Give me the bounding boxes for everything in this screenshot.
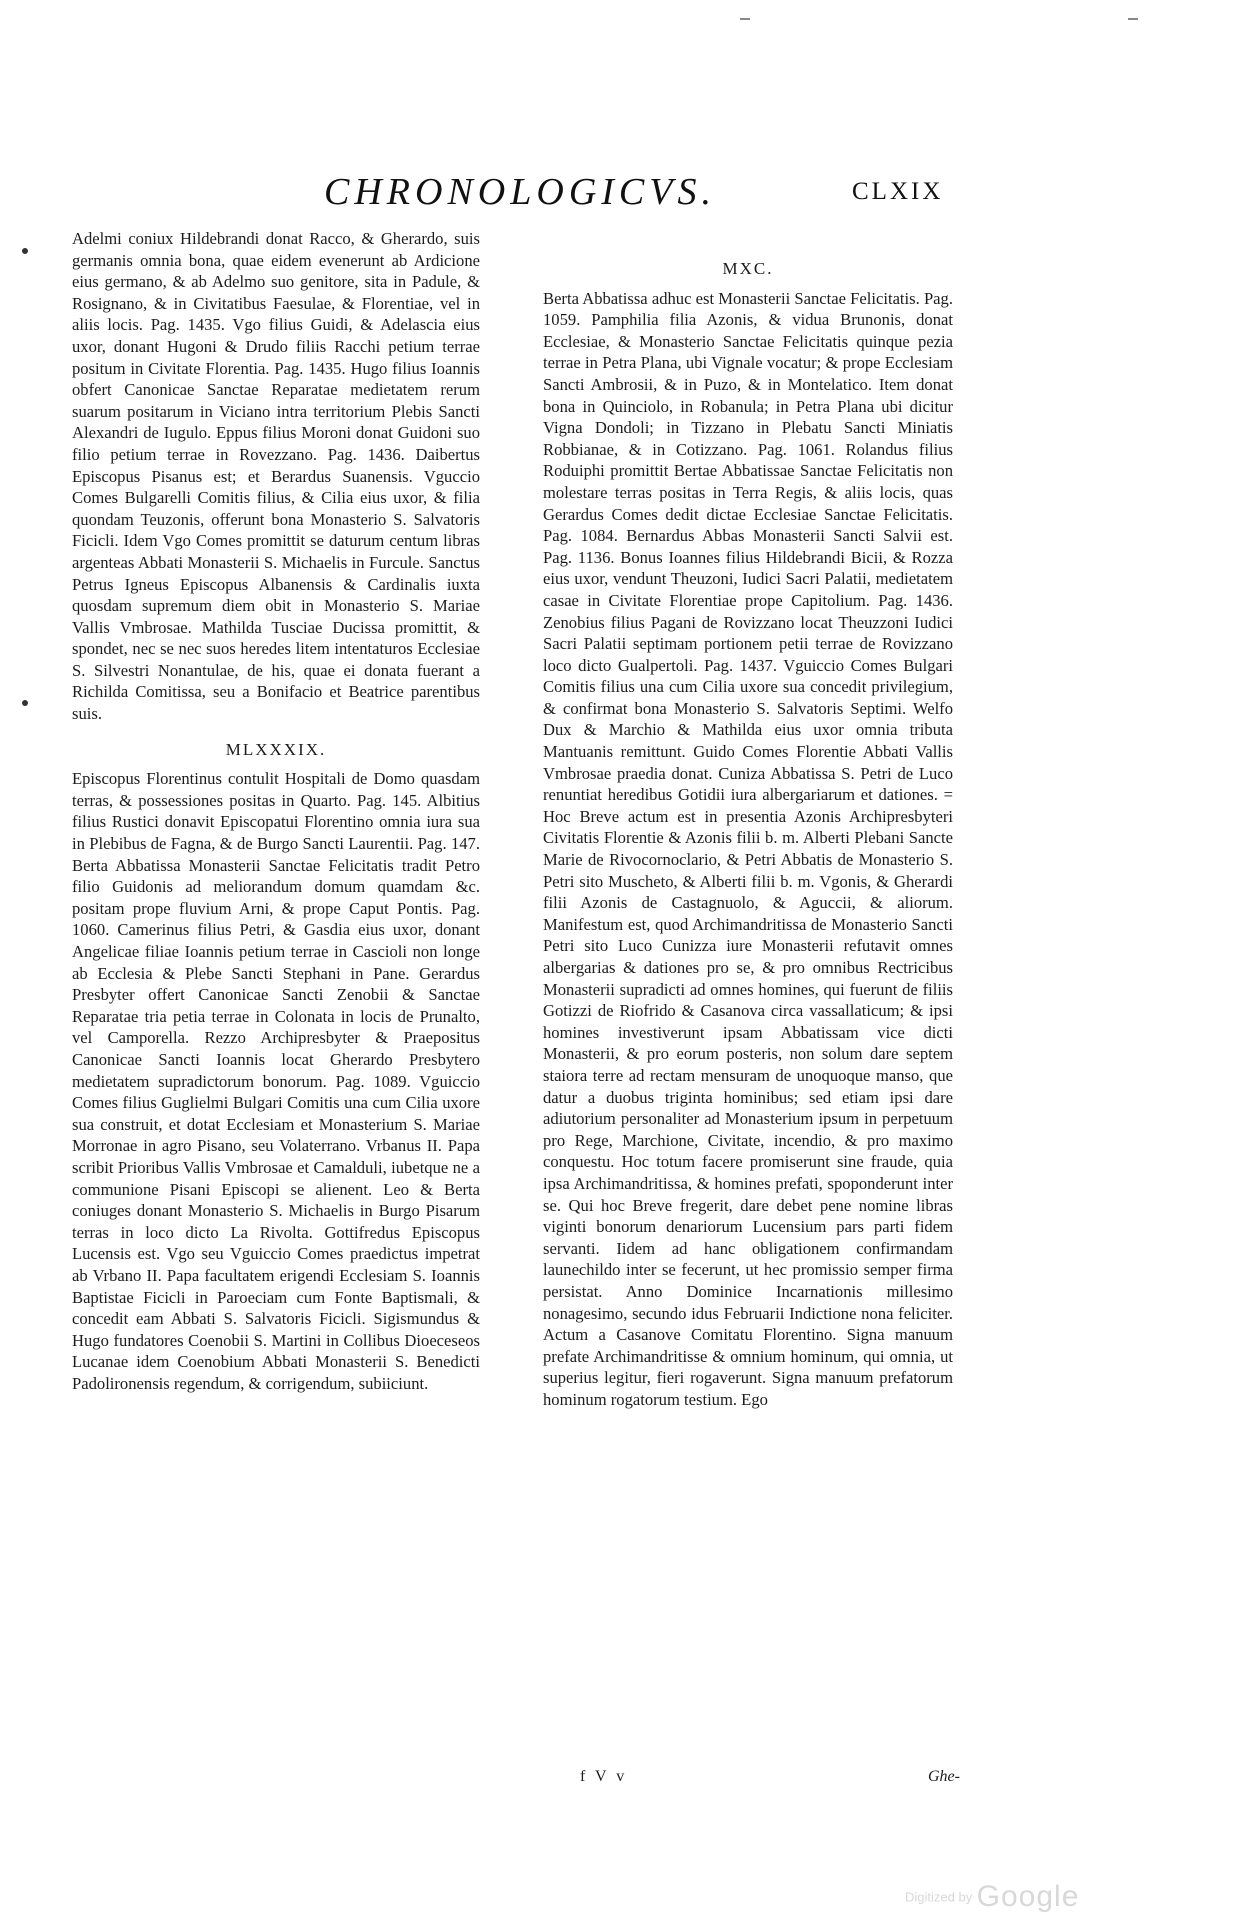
year-heading-mxc: MXC. xyxy=(722,259,774,278)
scan-mark xyxy=(740,18,750,20)
watermark-prefix: Digitized by xyxy=(905,1889,973,1905)
running-title: CHRONOLOGICVS. xyxy=(324,171,716,213)
right-column xyxy=(543,258,953,1410)
digitized-watermark xyxy=(905,1880,1165,1914)
margin-dot xyxy=(22,700,28,706)
margin-dot xyxy=(22,248,28,254)
left-paragraph-2: Episcopus Florentinus contulit Hospitali de Domo quasdam terras, & possessiones positas in Quarto. Pag. 145. Albitius filius Rustici donavit Episcopatui Florentino omnia iura sua in Plebibus de Fagna, & de Burgo Sancti Laurentii. Pag. 147. Berta Abbatissa Monasterii Sanctae Felicitatis tradit Petro filio Guidonis ad meliorandum domum quamdam &c. positam prope fluvium Arni, & prope Caput Pontis. Pag. 1060. Camerinus filius Petri, & Gasdia eius uxor, donant Angelicae filiae Ioannis petium terrae in Cascioli non longe ab Ecclesia & Plebe Sancti Stephani in Pane. Gerardus Presbyter offert Canonicae Sancti Zenobii & Sanctae Reparatae tria petia terrae in Colonata in locis de Prunalto, vel Camporella. Rezzo Archipresbyter & Praepositus Canonicae Sancti Ioannis locat Gherardo Presbytero medietatem supradictorum bonorum. Pag. 1089. Vguiccio Comes filius Guglielmi Bulgari Comitis una cum Cilia uxore sua construit, et dotat Ecclesiam et Monasterium S. Mariae Morronae in agro Pisano, seu Volaterrano. Vrbanus II. Papa scribit Prioribus Vallis Vmbrosae et Camalduli, iubetque ne a communione Pisani Episcopi se alienent. Leo & Berta coniuges donant Monasterio S. Michaelis in Burgo Pisarum terras in loco dicto La Rivolta. Gottifredus Episcopus Lucensis est. Vgo seu Vguiccio Comes praedictus impetrat ab Vrbano II. Papa facultatem erigendi Ecclesiam S. Ioannis Baptistae Ficicli in Paroeciam cum Fonte Baptismali, & concedit eam Abbati S. Salvatoris Ficicli. Sigismundus & Hugo fundatores Coenobii S. Martini in Collibus Dioeceseos Lucanae idem Coenobium Abbati Monasterii S. Benedicti Padolironensis regendum, & corrigendum, subiiciunt. xyxy=(72,769,480,1393)
signature-mark: f V v xyxy=(580,1768,628,1785)
left-paragraph-1: Adelmi coniux Hildebrandi donat Racco, & Gherardo, suis germanis omnia bona, quae eidem evenerunt ab Ardicione eius germano, & ab Adelmo suo genitore, sita in Padule, & Rosignano, & in Civitatibus Faesulae, & Florentiae, vel in aliis locis. Pag. 1435. Vgo filius Guidi, & Adelascia eius uxor, donant Hugoni & Drudo filiis Racchi petium terrae positum in Civitate Florentia. Pag. 1435. Hugo filius Ioannis obfert Canonicae Sanctae Reparatae medietatem rerum suarum positarum in Viciano intra territorium Plebis Sancti Alexandri de Iugulo. Eppus filius Moroni donat Guidoni suo filio petium terrae in Rovezzano. Pag. 1436. Daibertus Episcopus Pisanus est; et Berardus Suanensis. Vguccio Comes Bulgarelli Comitis filius, & Cilia eius uxor, & filia quondam Teuzonis, offerunt bona Monasterio S. Salvatoris Ficicli. Idem Vgo Comes promittit se daturum centum libras argenteas Abbati Monasterii S. Michaelis in Furcule. Sanctus Petrus Igneus Episcopus Albanensis & Cardinalis iuxta quosdam supremum diem obit in Monasterio S. Mariae Vallis Vmbrosae. Mathilda Tusciae Ducissa promittit, & spondet, nec se nec suos heredes litem intentaturos Ecclesiae S. Silvestri Nonantulae, de his, quae ei donata fuerant a Richilda Comitissa, seu a Bonifacio et Beatrice parentibus suis. xyxy=(72,229,480,724)
year-heading-mlxxxix: MLXXXIX. xyxy=(225,739,327,759)
left-column xyxy=(72,228,480,1394)
catchword: Ghe- xyxy=(928,1768,960,1785)
right-paragraph-1: Berta Abbatissa adhuc est Monasterii Sanctae Felicitatis. Pag. 1059. Pamphilia filia Azonis, & vidua Brunonis, donat Ecclesiae, & Monasterio Sanctae Felicitatis quinque pezia terrae in Petra Plana, ubi Vignale vocatur; & prope Ecclesiam Sancti Ambrosii, & in Puzo, & in Montelatico. Item donat bona in Quinciolo, in Robanula; in Petra Plana ubi dicitur Vigna Dondoli; in Tizzano in Plebatu Sancti Miniatis Robbianae, & in Cotizzano. Pag. 1061. Rolandus filius Roduiphi promittit Bertae Abbatissae Sanctae Felicitatis non molestare terras positas in Terra Regis, & aliis locis, quas Gerardus Comes dedit dictae Ecclesiae Sanctae Felicitatis. Pag. 1084. Bernardus Abbas Monasterii Sancti Salvii est. Pag. 1136. Bonus Ioannes filius Hildebrandi Bicii, & Rozza eius uxor, vendunt Theuzoni, Iudici Sacri Palatii, medietatem casae in Civitate Florentiae prope Capitolium. Pag. 1436. Zenobius filius Pagani de Rovizzano locat Theuzzoni Iudici Sacri Palatii septimam portionem petii terrae de Rovizzano loco dicto Gualpertoli. Pag. 1437. Vguiccio Comes Bulgari Comitis filius una cum Cilia uxore sua concedit privilegium, & confirmat bona Monasterio S. Salvatoris Septimi. Welfo Dux & Marchio & Mathilda eius uxor omnia tributa Mantuanis remittunt. Guido Comes Florentie Abbati Vallis Vmbrosae praedia donat. Cuniza Abbatissa S. Petri de Luco renuntiat heredibus Gotidii iura albergariarum et dationes. = Hoc Breve actum est in presentia Azonis Archipresbyteri Civitatis Florentie & Azonis filii b. m. Alberti Plebani Sancte Marie de Rivocornoclario, & Petri Abbatis de Monasterio S. Petri sito Muscheto, & Alberti filii b. m. Vgonis, & Gherardi filii Azonis de Castagnuolo, & Aguccii, & aliorum. Manifestum est, quod Archimandritissa de Monasterio Sancti Petri sito Luco Cunizza iure Monasterii refutavit omnes albergarias & dationes pro se, & pro omnibus Rectricibus Monasterii supradicti ad omnes homines, qui fuerunt de filiis Gotizzi de Riofrido & Casanova circa vassallaticum; & ipsi homines investiverunt ipsam Abbatissam vice dicti Monasterii, & pro eorum posteris, non solum dare septem staiora terre ad rectam mensuram de unoquoque manso, que datur a duobus triginta hominibus; sed etiam ipsi dare adiutorium personaliter ad Monasterium ipsum in perpetuum pro Rege, Marchione, Civitate, incendio, & pro maximo conquestu. Hoc totum facere promiserunt sine fraude, quia ipsa Archimandritissa, & homines prefati, spoponderunt inter se. Qui hoc Breve fregerit, dare debet pene nomine libras viginti bonorum denariorum Lucensium pars parti fidem servanti. Iidem ad hanc obligationem confirmandam launechildo inter se fecerunt, ut hec promissio semper firma persistat. Anno Dominice Incarnationis millesimo nonagesimo, secundo idus Februarii Indictione nona feliciter. Actum a Casanove Comitatu Florentino. Signa manuum prefate Archimandritisse & omnium hominum, qui omnia, ut superius legitur, fieri rogaverunt. Signa manuum prefatorum hominum rogatorum testium. Ego xyxy=(543,288,953,1409)
scan-mark xyxy=(1128,18,1138,20)
watermark-logo: Google xyxy=(976,1880,1080,1913)
page-number: CLXIX xyxy=(852,178,944,205)
